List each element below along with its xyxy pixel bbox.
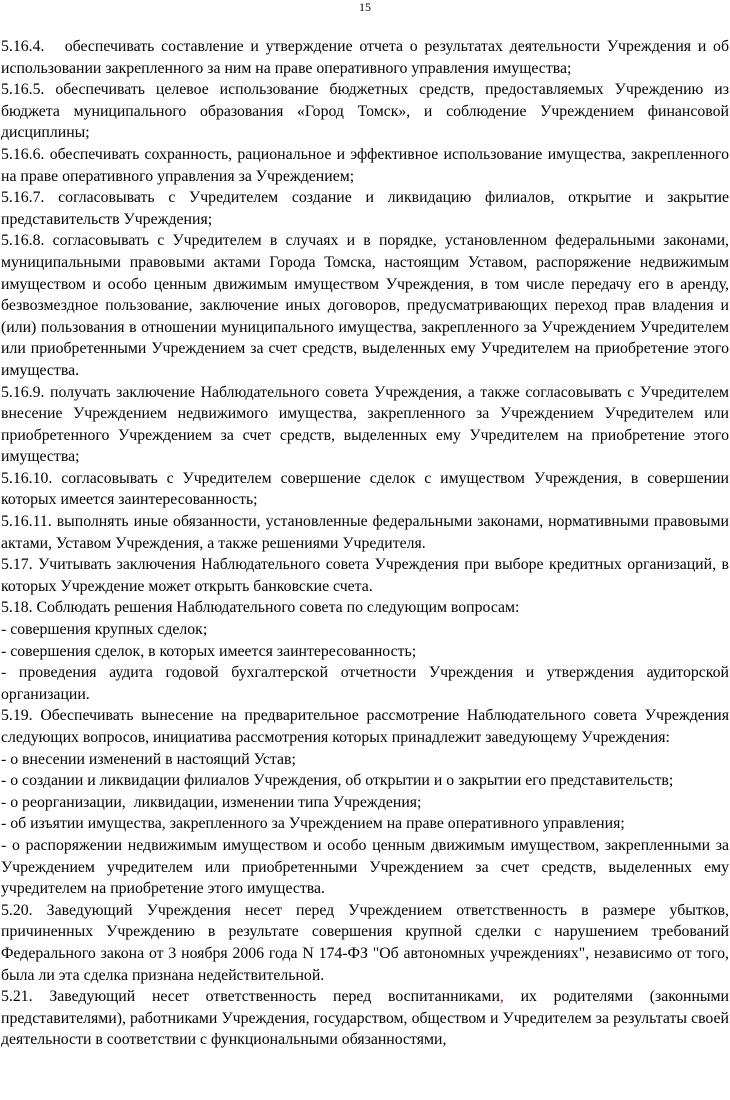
paragraph-5-18: 5.18. Соблюдать решения Наблюдательного совета по следующим вопросам:: [1, 599, 520, 617]
document-body: [1, 36, 729, 1051]
list-item: - совершения сделок, в которых имеется заинтересованность;: [1, 642, 417, 660]
paragraph-5-21: [1, 986, 729, 1051]
paragraph-5-20: 5.20. Заведующий Учреждения несет перед Учреждением ответственность в размере убытков, причиненных Учреждению в результате совершения крупной сделки с нарушением требований Федерального закона от 3 ноября 2006 года N 174-ФЗ "Об автономных учреждениях", независимо от того, была ли эта сделка признана недействительной.: [1, 901, 729, 984]
list-item: - проведения аудита годовой бухгалтерской отчетности Учреждения и утверждения аудиторской организации.: [1, 664, 729, 703]
paragraph-5-16-8: 5.16.8. согласовывать с Учредителем в случаях и в порядке, установленном федеральными законами, муниципальными правовыми актами Города Томска, настоящим Уставом, распоряжение недвижимым имуществом и особо ценным движимым имуществом Учреждения, в том числе передачу его в аренду, безвозмездное пользование, заключение иных договоров, предусматривающих переход прав владения и (или) пользования в отношении муниципального имущества, закрепленного за Учреждением Учредителем или приобретенными Учреждением за счет средств, выделенных ему Учредителем на приобретение этого имущества.: [1, 232, 729, 379]
paragraph-5-16-9: 5.16.9. получать заключение Наблюдательного совета Учреждения, а также согласовывать с Учредителем внесение Учреждением недвижимого имущества, закрепленного за Учреждением Учредителем или приобретенного Учреждением за счет средств, выделенных ему Учредителем на приобретение этого имущества;: [1, 383, 729, 466]
list-item: - о создании и ликвидации филиалов Учреждения, об открытии и о закрытии его представительств;: [1, 772, 674, 790]
paragraph-5-21-rest: их родителями (законными представителями), работниками Учреждения, государством, обществом и Учредителем за результаты своей деятельности в соответствии с функциональными обязанностями,: [1, 988, 729, 1049]
page-number: 15: [359, 0, 371, 14]
paragraph-5-16-5: 5.16.5. обеспечивать целевое использование бюджетных средств, предоставляемых Учреждению из бюджета муниципального образования «Город Томск», и соблюдение Учреждением финансовой дисциплины;: [1, 81, 729, 142]
paragraph-5-16-6: 5.16.6. обеспечивать сохранность, рациональное и эффективное использование имущества, закрепленного на праве оперативного управления за Учреждением;: [1, 145, 729, 185]
highlighted-comma: ,: [499, 988, 504, 1006]
paragraph-5-16-10: 5.16.10. согласовывать с Учредителем совершение сделок с имуществом Учреждения, в совершении которых имеется заинтересованность;: [1, 469, 729, 509]
list-item: - о внесении изменений в настоящий Устав;: [1, 750, 296, 768]
list-item: - о реорганизации, ликвидации, изменении типа Учреждения;: [1, 793, 422, 811]
paragraph-5-17: 5.17. Учитывать заключения Наблюдательного совета Учреждения при выборе кредитных организаций, в которых Учреждение может открыть банковские счета.: [1, 556, 729, 595]
paragraph-5-16-7: 5.16.7. согласовывать с Учредителем создание и ликвидацию филиалов, открытие и закрытие представительств Учреждения;: [1, 189, 729, 228]
list-item: - совершения крупных сделок;: [1, 621, 208, 639]
paragraph-5-16-11: 5.16.11. выполнять иные обязанности, установленные федеральными законами, нормативными правовыми актами, Уставом Учреждения, а также решениями Учредителя.: [1, 513, 729, 552]
paragraph-5-21-start: 5.21. Заведующий несет ответственность перед воспитанниками: [1, 988, 500, 1006]
list-item: - о распоряжении недвижимым имуществом и особо ценным движимым имуществом, закрепленными за Учреждением учредителем или приобретенными Учреждением за счет средств, выделенных ему учредителем на приобретение этого имущества.: [1, 836, 729, 898]
paragraph-5-16-4: 5.16.4. обеспечивать составление и утверждение отчета о результатах деятельности Учреждения и об использовании закрепленного за ним на праве оперативного управления имущества;: [1, 38, 729, 77]
list-item: - об изъятии имущества, закрепленного за Учреждением на праве оперативного управления;: [1, 815, 625, 833]
paragraph-5-19: 5.19. Обеспечивать вынесение на предварительное рассмотрение Наблюдательного совета Учреждения следующих вопросов, инициатива рассмотрения которых принадлежит заведующему Учреждения:: [1, 707, 729, 746]
